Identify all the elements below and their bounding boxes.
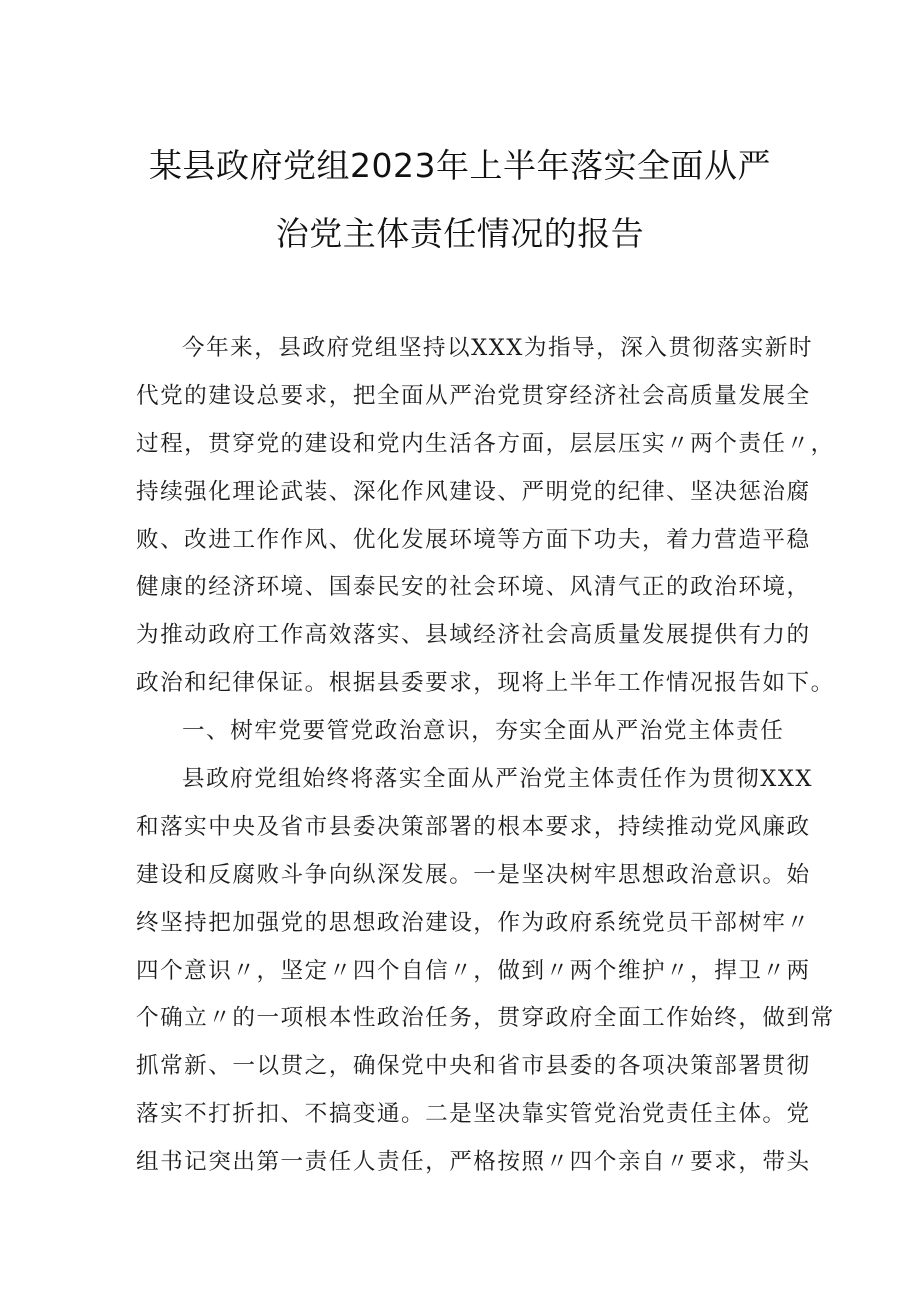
title-line-2: 治党主体责任情况的报告 — [275, 214, 645, 253]
paragraph-line: 落实不打折扣、不搞变通。二是坚决靠实管党治党责任主体。党 — [136, 1101, 811, 1128]
paragraph-line: 为推动政府工作高效落实、县域经济社会高质量发展提供有力的 — [136, 622, 811, 649]
paragraph-line: 终坚持把加强党的思想政治建设，作为政府系统党员干部树牢〃 — [136, 909, 811, 936]
paragraph-line: 抓常新、一以贯之，确保党中央和省市县委的各项决策部署贯彻 — [136, 1053, 811, 1080]
paragraph-line: 政治和纪律保证。根据县委要求，现将上半年工作情况报告如下。 — [136, 670, 835, 697]
section-heading: 一、树牢党要管党政治意识，夯实全面从严治党主体责任 — [182, 718, 785, 745]
paragraph-line: 今年来，县政府党组坚持以XXX为指导，深入贯彻落实新时 — [182, 335, 814, 361]
paragraph-line: 个确立〃的一项根本性政治任务，贯穿政府全面工作始终，做到常 — [136, 1005, 835, 1032]
document-body — [136, 325, 835, 1187]
paragraph-line: 过程，贯穿党的建设和党内生活各方面，层层压实〃两个责任〃， — [136, 430, 835, 457]
paragraph-line: 健康的经济环境、国泰民安的社会环境、风清气正的政治环境， — [136, 574, 811, 601]
paragraph-line: 县政府党组始终将落实全面从严治党主体责任作为贯彻XXX — [182, 766, 814, 793]
paragraph-line: 四个意识〃，坚定〃四个自信〃，做到〃两个维护〃，捍卫〃两 — [136, 957, 811, 984]
paragraph-line: 代党的建设总要求，把全面从严治党贯穿经济社会高质量发展全 — [136, 382, 811, 409]
paragraph-line: 组书记突出第一责任人责任，严格按照〃四个亲自〃要求，带头 — [136, 1149, 811, 1176]
title-line-1: 某县政府党组2023年上半年落实全面从严 — [149, 146, 771, 185]
paragraph-line: 败、改进工作作风、优化发展环境等方面下功夫，着力营造平稳 — [136, 526, 811, 553]
paragraph-line: 和落实中央及省市县委决策部署的根本要求，持续推动党风廉政 — [136, 813, 811, 840]
paragraph-line: 建设和反腐败斗争向纵深发展。一是坚决树牢思想政治意识。始 — [136, 861, 811, 888]
paragraph-line: 持续强化理论武装、深化作风建设、严明党的纪律、坚决惩治腐 — [136, 478, 811, 505]
document-title — [0, 132, 920, 268]
